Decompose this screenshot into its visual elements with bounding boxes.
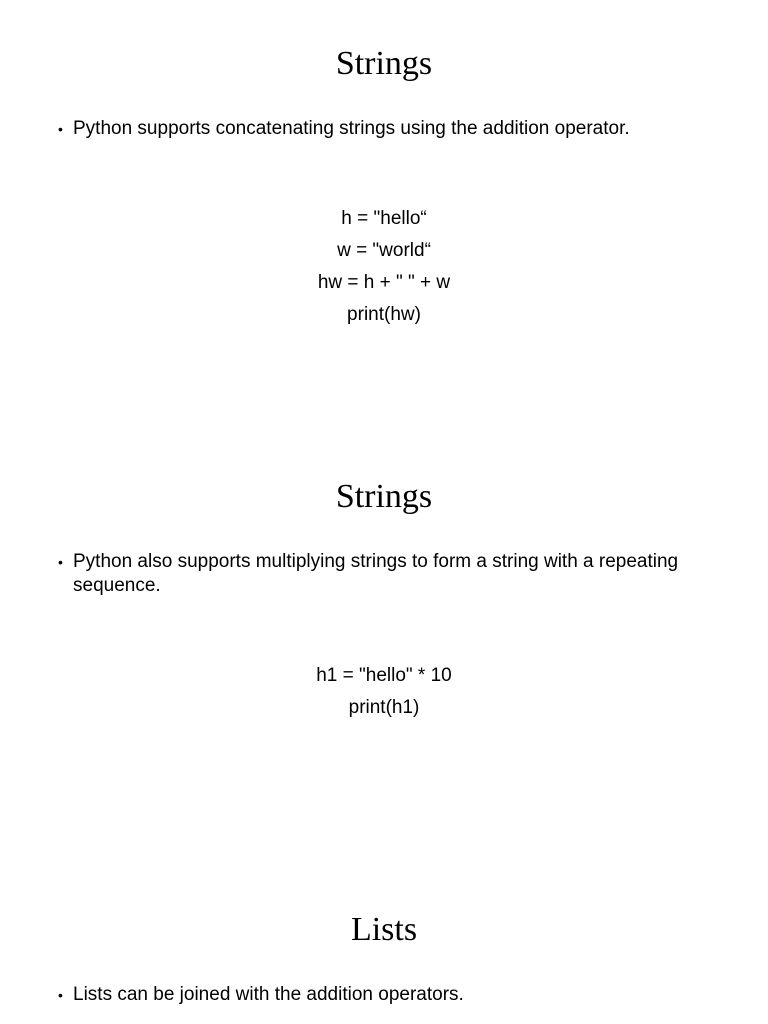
slide-1 <box>0 0 768 433</box>
bullet-text: Python supports concatenating strings using the addition operator. <box>73 118 630 139</box>
bullet-item <box>58 550 698 598</box>
slide-title: Lists <box>350 911 418 948</box>
slide-title: Strings <box>335 45 433 82</box>
code-example <box>0 660 768 724</box>
bullet-icon: • <box>58 987 63 1003</box>
code-line: print(h1) <box>348 697 420 718</box>
slide-2 <box>0 433 768 866</box>
code-line: w = "world“ <box>337 240 431 261</box>
bullet-icon: • <box>58 554 63 570</box>
code-example <box>0 203 768 331</box>
bullet-text: Python also supports multiplying strings to form a string with a repeating sequence. <box>73 551 679 596</box>
code-line: h = "hello“ <box>341 208 427 229</box>
bullet-text: Lists can be joined with the addition operators. <box>73 984 464 1005</box>
bullet-item <box>58 117 698 141</box>
bullet-item <box>58 983 698 1007</box>
slide-title: Strings <box>335 478 433 515</box>
code-line: print(hw) <box>347 304 421 325</box>
slide-3 <box>0 866 768 1024</box>
code-line: hw = h + " " + w <box>317 272 451 293</box>
bullet-icon: • <box>58 121 63 137</box>
code-line: h1 = "hello" * 10 <box>316 665 452 686</box>
